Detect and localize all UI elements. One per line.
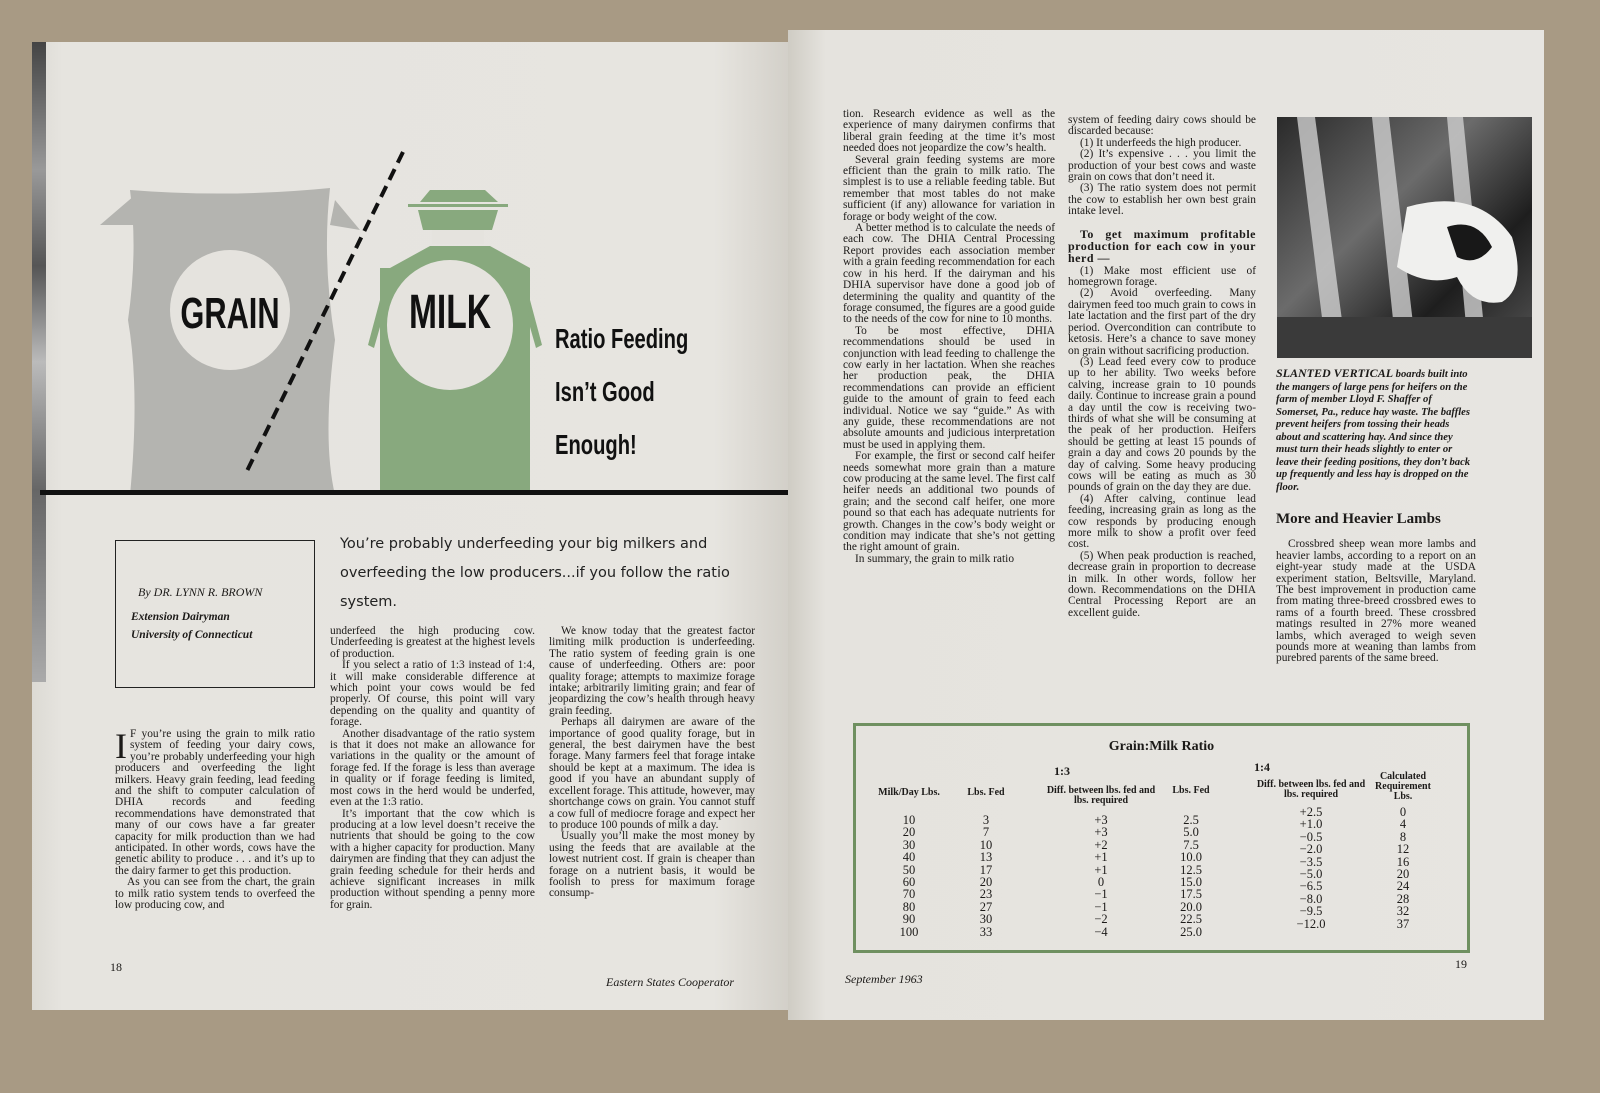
right-column-3	[1276, 367, 1476, 665]
table-cell: +3	[1094, 825, 1108, 840]
table-cell: 10	[902, 813, 916, 827]
table-cell: +1	[1094, 862, 1108, 877]
body-paragraph: If you select a ratio of 1:3 instead of 1:4, it will make considerable difference at which point your cows would be fed properly. Of course, this point will vary depending on the quality and quantity of forage.	[330, 659, 535, 729]
column-header: Lbs. Fed	[967, 787, 1005, 798]
body-paragraph: (1) It underfeeds the high producer.	[1080, 136, 1242, 149]
drop-cap: I	[115, 726, 127, 766]
body-paragraph: Usually you’ll make the most money by using the feeds that are available at the lowest nutrient cost. If grain is cheaper than forage on a nutrient basis, it would be foolish to press for maximum forage consump-	[549, 830, 755, 900]
body-paragraph: system of feeding dairy cows should be discarded because:	[1068, 114, 1256, 138]
author-box	[115, 540, 315, 688]
table-cell: 24	[1396, 879, 1410, 894]
table-cell: 25.0	[1180, 924, 1202, 939]
table-cell: +1.0	[1299, 817, 1323, 832]
table-cell: 37	[1396, 916, 1410, 931]
table-cell: −12.0	[1296, 916, 1326, 931]
table-cell: +1	[1094, 850, 1108, 865]
table-cell: −0.5	[1299, 829, 1323, 844]
body-paragraph: underfeed the high producing cow. Underfeeding is greatest at the highest levels of production.	[330, 625, 535, 660]
table-cell: 10	[979, 837, 993, 852]
left-column-3	[549, 626, 755, 900]
issue-date: September 1963	[845, 972, 923, 986]
step-paragraph: (3) Lead feed every cow to produce up to her ability. Two weeks before calving, increase grain to 10 pounds daily. Continue to increase grain a pound a day until the cow is receiving two-thirds of what she will be consuming at the peak of her production. Heifers should be getting at least 15 pounds of grain a day and cows 20 pounds by the day of calving. Some heavy producing cows will be eating as much as 30 pounds of grain on the day they are due.	[1068, 355, 1256, 494]
body-paragraph: To be most effective, DHIA recommendations should be used in conjunction with lead feeding to challenge the cow early in her lactation. When she reaches her production peak, the DHIA recommendations can provide an efficient guide to the amount of grain to feed each individual. Notice we say “guide.” As with any guide, these recommendations are not absolute amounts and judicious interpretation must be used in applying them.	[843, 324, 1055, 451]
table-cell: 80	[902, 899, 916, 914]
table-cell: 5.0	[1183, 825, 1199, 840]
table-cell: 7	[982, 825, 990, 840]
table-cell: 12.5	[1180, 862, 1202, 877]
column-header: Lbs. Fed	[1172, 785, 1210, 796]
body-paragraph: We know today that the greatest factor limiting milk production is underfeeding. The ratio system of feeding grain is one cause of underfeeding. Others are: poor quality forage; attempts to maximize forage intake; arbitrarily limiting grain; and fear of jeopardizing the cow’s health through heavy grain feeding.	[549, 625, 755, 717]
table-cell: 12	[1396, 842, 1410, 857]
table-cell: −1	[1094, 887, 1108, 902]
photo-caption	[1276, 367, 1476, 494]
table-cell: −5.0	[1299, 867, 1323, 881]
headline-line: Ratio Feeding	[555, 323, 689, 354]
table-cell: 16	[1396, 854, 1410, 869]
table-title: Grain:Milk Ratio	[1108, 739, 1215, 754]
page-number-right: 19	[1455, 957, 1467, 971]
left-column-1	[115, 726, 315, 912]
table-cell: 20.0	[1180, 899, 1202, 914]
author-byline: By DR. LYNN R. BROWN	[138, 585, 263, 599]
table-cell: 10.0	[1180, 850, 1202, 865]
right-column-1	[843, 109, 1055, 565]
table-cell: 7.5	[1183, 837, 1199, 852]
table-cell: 3	[982, 813, 990, 827]
heifer-stanchion-photo	[1277, 117, 1532, 358]
group-1-4-label: 1:4	[1254, 760, 1270, 774]
table-cell: 60	[902, 875, 916, 889]
table-cell: 30	[902, 837, 916, 852]
column-header: Diff. between lbs. fed and lbs. required	[1046, 785, 1156, 806]
table-cell: +2.5	[1299, 805, 1323, 819]
milk-can-icon	[368, 190, 542, 495]
step-paragraph: (1) Make most efficient use of homegrown forage.	[1068, 264, 1256, 289]
table-cell: −8.0	[1299, 891, 1323, 906]
table-cell: 20	[979, 875, 993, 889]
table-cell: 28	[1396, 891, 1410, 906]
article-headline	[555, 312, 688, 471]
headline-line: Enough!	[555, 429, 637, 460]
table-cell: 100	[899, 924, 919, 939]
lambs-body: Crossbred sheep wean more lambs and heavier lambs, according to a report on an eight-year study made at the USDA experiment station, Beltsville, Maryland. The best improvement in production came from mating three-breed crossbred ewes to rams of a fourth breed. These crossbred matings resulted in 27% more weaned lambs, which averaged to weigh seven pounds more at weaning than lambs from purebred parents of the same breed.	[1276, 538, 1476, 665]
author-affiliation: University of Connecticut	[131, 629, 253, 641]
table-cell: −3.5	[1299, 854, 1323, 869]
table-cell: −4	[1094, 924, 1108, 939]
body-paragraph: A better method is to calculate the needs of each cow. The DHIA Central Processing Report provides each association member with a grain feeding recommendation for each cow in his herd. If the dairyman and his DHIA supervisor have done a good job of determining the quality and quantity of the forage consumed, the figures are a good guide to the needs of the cow for nine to 10 months.	[843, 222, 1055, 326]
body-paragraph: tion. Research evidence as well as the experience of many dairymen confirms that liberal grain feeding at the time it’s most needed does not jeopardize the cow’s health.	[843, 108, 1055, 155]
paragraph-text: F you’re using the grain to milk ratio system of feeding your dairy cows, you’re probably underfeeding your high producers and overfeeding the light milkers. Heavy grain feeding, lead feeding and the shift to computer calculation of DHIA records and feeding recommendations have demonstrated that many of our cows have a far greater capacity for milk production than we had anticipated. In other words, cows have the genetic ability to produce . . . and it’s up to the dairy farmer to get this production.	[115, 728, 315, 877]
table-cell: +3	[1094, 813, 1108, 827]
right-column-2	[1068, 115, 1256, 619]
table-cell: 2.5	[1183, 813, 1199, 827]
step-paragraph: (4) After calving, continue lead feeding, increasing grain as long as the cow responds by producing enough more milk to show a profit over feed cost.	[1068, 492, 1256, 551]
caption-text: boards built into the mangers of large pens for heifers on the farm of member Lloyd F. Shaffer of Somerset, Pa., reduce hay waste. The baffles prevent heifers from tossing their heads about and scattering hay. And since they must turn their heads slightly to enter or leave their feeding positions, they don’t back up frequently and less hay is dropped on the floor.	[1276, 369, 1471, 493]
milk-label: MILK	[408, 283, 492, 339]
body-paragraph: As you can see from the chart, the grain to milk ratio system tends to overfeed the low producing cow, and	[115, 876, 315, 912]
table-cell: 20	[902, 825, 916, 840]
body-paragraph: Another disadvantage of the ratio system is that it does not make an allowance for variations in the quality or the amount of forage fed. If the forage is less than average in quality or if forage feeding is limited, most cows in the herd would be underfed, even at the 1:3 ratio.	[330, 727, 535, 809]
table-cell: 17	[979, 862, 993, 877]
group-1-3-label: 1:3	[1054, 764, 1070, 778]
table-cell: −1	[1094, 899, 1108, 914]
magazine-name: Eastern States Cooperator	[606, 975, 734, 989]
table-cell: 0	[1097, 875, 1105, 889]
table-cell: 15.0	[1180, 875, 1202, 889]
article-subhead: You’re probably underfeeding your big milkers and overfeeding the low producers...if you follow the ratio system.	[340, 536, 730, 610]
column-header: Diff. between lbs. fed and lbs. required	[1256, 779, 1366, 800]
table-cell: −2	[1094, 912, 1108, 927]
table-cell: 8	[1399, 829, 1407, 844]
grain-label: GRAIN	[180, 289, 280, 339]
table-cell: 33	[979, 924, 993, 939]
table-cell: 27	[979, 899, 993, 914]
table-cell: +2	[1094, 837, 1108, 852]
subsection-heading: To get maximum profitable production for each cow in your herd —	[1068, 226, 1256, 265]
body-paragraph: (3) The ratio system does not permit the cow to establish her own best grain intake level.	[1068, 182, 1256, 218]
table-cell: 17.5	[1180, 887, 1202, 902]
body-paragraph: Perhaps all dairymen are aware of the importance of good quality forage, but in general, the best dairymen have the best forage. Many farmers feel that forage intake should be kept at a maximum. The idea is good if you have an abundant supply of excellent forage. This attitude, however, may shortchange cows on grain. You cannot stuff a cow full of mediocre forage and expect her to produce 100 pounds of milk a day.	[549, 716, 755, 831]
column-header: Milk/Day Lbs.	[878, 787, 940, 798]
table-cell: 32	[1396, 904, 1410, 919]
table-cell: −6.5	[1299, 879, 1323, 894]
table-cell: 13	[979, 850, 993, 865]
left-column-2	[330, 626, 535, 911]
table-cell: 30	[979, 912, 993, 927]
table-cell: 20	[1396, 867, 1410, 881]
step-paragraph: (5) When peak production is reached, decrease grain in proportion to decrease in milk. In other words, follow her down. Recommendations on the DHIA Central Processing Report are an excellent guide.	[1068, 549, 1256, 619]
table-cell: −2.0	[1299, 842, 1323, 857]
table-cell: 70	[902, 887, 916, 902]
body-paragraph: In summary, the grain to milk ratio	[855, 552, 1015, 565]
author-title: Extension Dairyman	[131, 611, 230, 623]
body-paragraph: For example, the first or second calf heifer needs somewhat more grain than a mature cow producing at the same level. The first calf heifer needs an additional two pounds of grain; and the second calf heifer, one more pound so that each has adequate nutrients for growth. Changes in the cow’s body weight or condition may indicate that she’s not getting the right amount of grain.	[843, 450, 1055, 554]
table-cell: 22.5	[1180, 912, 1202, 927]
body-paragraph	[115, 726, 315, 877]
header-rule	[40, 490, 788, 495]
table-cell: 0	[1399, 805, 1407, 819]
lambs-heading: More and Heavier Lambs	[1276, 511, 1441, 527]
table-cell: 50	[902, 862, 916, 877]
table-cell: −9.5	[1299, 904, 1323, 919]
table-cell: 40	[902, 850, 916, 865]
headline-line: Isn’t Good	[555, 376, 655, 407]
body-paragraph: It’s important that the cow which is producing at a low level doesn’t receive the nutrients that should be going to the cow with a higher capacity for production. Many dairymen are finding that they can adjust the grain feeding schedule for their herds and achieve significant increases in milk production without spending a penny more for grain.	[330, 807, 535, 911]
table-cell: 4	[1399, 817, 1407, 832]
grain-milk-illustration	[90, 140, 550, 495]
body-paragraph: (2) It’s expensive . . . you limit the production of your best cows and waste grain on cows that don’t need it.	[1068, 148, 1256, 184]
step-paragraph: (2) Avoid overfeeding. Many dairymen feed too much grain to cows in late lactation and the first part of the dry period. Overcondition can contribute to ketosis. Here’s a chance to save money on grain without sacrificing production.	[1068, 287, 1256, 357]
caption-lead: SLANTED VERTICAL	[1276, 366, 1394, 380]
page-number-left: 18	[110, 960, 122, 974]
table-cell: 90	[902, 912, 916, 927]
column-header: Calculated Requirement Lbs.	[1375, 771, 1431, 802]
body-paragraph: Several grain feeding systems are more efficient than the grain to milk ratio. The simplest is to use a reliable feeding table. But remember that most tables do not make sufficient (if any) allowance for variation in forage or body weight of the cow.	[843, 153, 1055, 223]
previous-page-photo-edge	[32, 42, 46, 682]
table-cell: 23	[979, 887, 993, 902]
grain-milk-ratio-table	[853, 723, 1470, 953]
grain-bag-icon	[100, 188, 360, 495]
